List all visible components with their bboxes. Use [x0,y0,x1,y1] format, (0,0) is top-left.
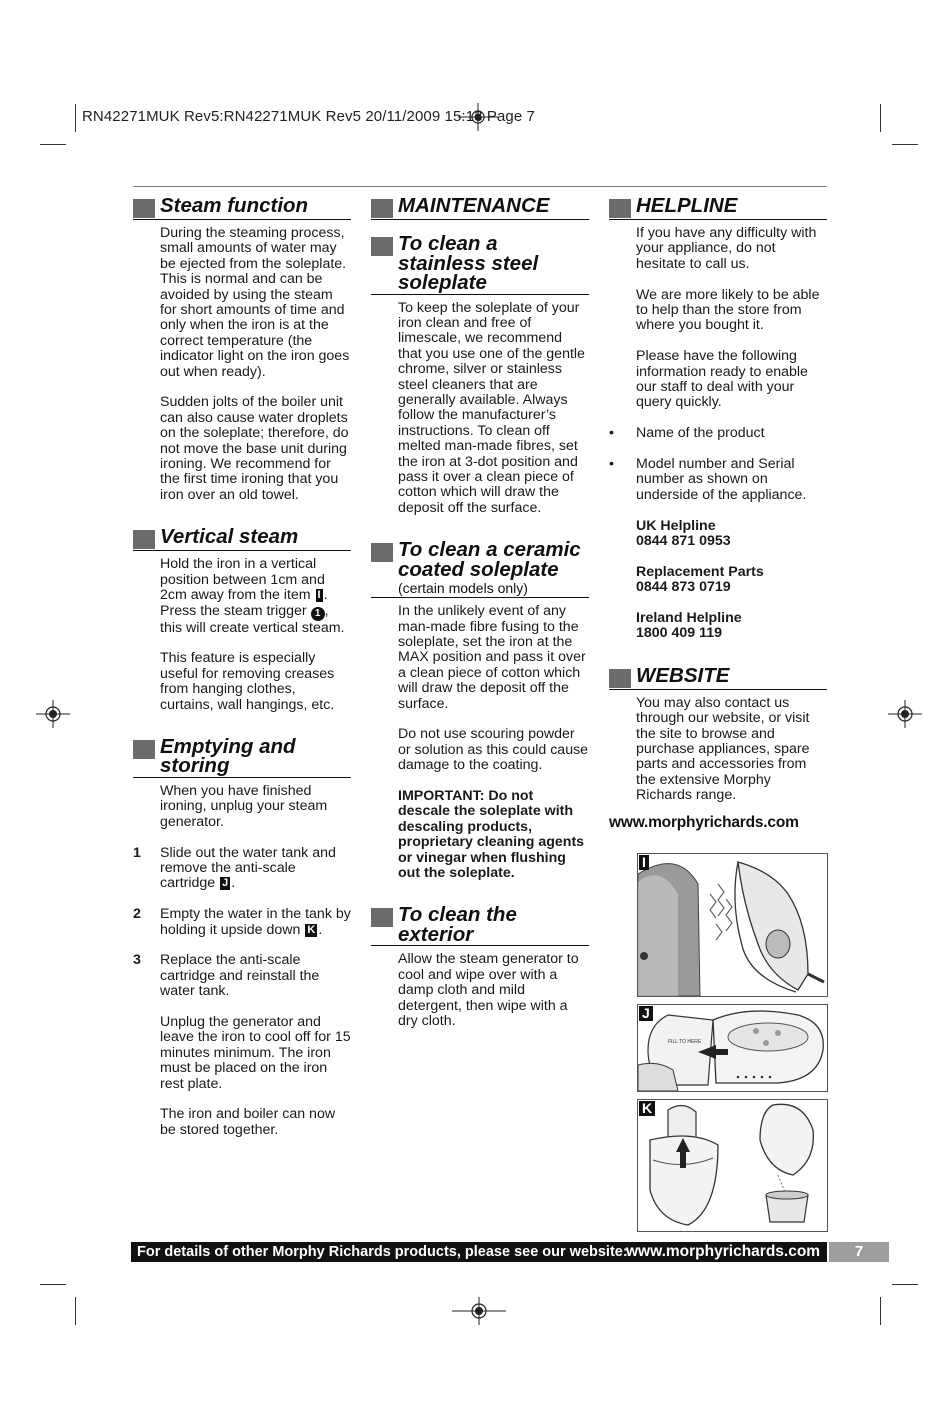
step-number: 1 [133,844,141,861]
figure-j [637,1004,828,1092]
section-heading [371,540,589,598]
heading-square-icon [371,543,393,562]
heading-text: MAINTENANCE [398,194,550,217]
section-exterior [371,905,589,1029]
heading-square-icon [609,199,631,218]
text: Hold the iron in a vertical position between 1cm and 2cm away from the item [160,556,325,604]
paragraph: To keep the soleplate of your iron clean and free of limescale, we recommend that you use one of the gentle chrome, silver or stainless steel cleaners that are generally available. Always follow the manufacturer’s instructions. To clean off melted man-made fibres, set the iron at 3-dot position and pass it over a clean piece of cotton which will draw the deposit off the surface. [398,299,585,516]
registration-mark-bottom-icon [452,1297,506,1325]
uk-helpline [636,519,827,550]
column-3 [609,196,827,832]
heading-text: Steam function [160,194,309,217]
paragraph: Allow the steam generator to cool and wipe over with a damp cloth and mild detergent, then wipe with a dry cloth. [398,951,579,1030]
heading-text: To clean the exterior [398,903,517,946]
paragraph: Do not use scouring powder or solution as this could cause damage to the coating. [398,726,589,774]
registration-mark-right-icon [888,700,922,728]
step-number: 2 [133,906,141,923]
paragraph: Sudden jolts of the boiler unit can also cause water droplets on the soleplate; therefore, do not move the base unit during ironing. We recommend for the first time ironing that you iron over an old towel. [160,394,349,503]
text: Slide out the water tank and remove the anti-scale cartridge [160,844,336,892]
text: . [318,921,323,938]
column-2 [371,196,589,1054]
paragraph: The iron and boiler can now be stored together. [160,1106,336,1138]
heading-text: Emptying and storing [160,734,296,778]
column-1 [133,196,351,1162]
heading-square-icon [371,908,393,927]
heading-square-icon [371,199,393,218]
heading-text [398,540,589,596]
iron-vertical-steam-illustration [638,854,827,996]
paragraph: We are more likely to be able to help than the store from where you bought it. [636,286,820,334]
section-maintenance [371,196,589,220]
heading-subtitle: (certain models only) [398,580,528,597]
paragraph: This feature is especially useful for removing creases from hanging clothes, curtains, wall hangings, etc. [160,650,335,713]
figure-ref-badge: I [317,589,321,602]
crop-mark [75,104,76,132]
section-heading [133,527,351,551]
section-heading [609,663,827,690]
text: Replace the anti-scale cartridge and reinstall the water tank. [160,952,320,1000]
paragraph: You may also contact us through our website, or visit the site to browse and purchase appliances, spare parts and accessories from the extensive Morphy Richards range. [636,694,810,804]
page-number: 7 [829,1242,889,1262]
text: . Press the steam trigger [160,587,328,619]
section-ceramic [371,540,589,881]
figure-ref-badge: K [307,923,316,936]
figure-i [637,853,828,997]
paragraph: In the unlikely event of any man-made fibre fusing to the soleplate, set the iron at the MAX position and pass it over a clean piece of cotton which will draw the deposit off the surface. [398,603,586,712]
top-rule [133,186,827,187]
step-item [133,844,351,892]
crop-mark [892,144,918,145]
section-heading [371,234,589,295]
crop-mark [75,1297,76,1325]
ireland-helpline-number: 1800 409 119 [636,625,723,642]
footer-banner [131,1242,827,1262]
section-heading [371,905,589,946]
paragraph: When you have finished ironing, unplug your steam generator. [160,782,328,830]
crop-mark [880,1297,881,1325]
heading-text: HELPLINE [636,194,738,217]
heading-square-icon [609,669,631,688]
uk-helpline-number: 0844 871 0953 [636,533,731,550]
figure-ref-badge: J [222,877,229,890]
bullet-item [609,456,827,503]
ireland-helpline-label: Ireland Helpline [636,610,742,627]
text: Name of the product [636,425,765,442]
heading-square-icon [133,530,155,549]
heading-text: WEBSITE [636,663,730,687]
footer-website-link[interactable]: www.morphyrichards.com [626,1243,821,1260]
trigger-ref-circle-icon: 1 [311,607,325,621]
section-heading [371,196,589,220]
section-heading [133,734,351,778]
section-vertical-steam [133,527,351,713]
crop-mark [880,104,881,132]
section-stainless-steel [371,234,589,516]
footer-text: For details of other Morphy Richards products, please see our website: [137,1244,628,1260]
heading-text: To clean a stainless steel soleplate [398,232,539,294]
paragraph: Please have the following information ready to enable our staff to deal with your query quickly. [636,348,808,411]
website-url-link[interactable]: www.morphyrichards.com [609,813,799,831]
paragraph [160,557,351,636]
figure-label-badge: K [639,1101,655,1116]
heading-square-icon [371,237,393,256]
important-notice: IMPORTANT: Do not descale the soleplate with descaling products, proprietary cleaning agents or vinegar when flushing out the soleplate. [398,788,585,882]
heading-title: To clean a ceramic coated soleplate [398,538,581,581]
text: Empty the water in the tank by holding it upside down [160,906,351,938]
paragraph: If you have any difficulty with your appliance, do not hesitate to call us. [636,225,817,272]
text: Model number and Serial number as shown on underside of the appliance. [636,456,807,503]
section-website [609,663,827,804]
text: . [231,875,236,892]
section-emptying-storing [133,734,351,1138]
text: , this will create vertical steam. [160,602,345,636]
registration-mark-left-icon [36,700,70,728]
section-heading [609,196,827,220]
remove-cartridge-illustration [638,1005,827,1091]
paragraph: During the steaming process, small amounts of water may be ejected from the soleplate. This is normal and can be avoided by using the steam for short amounts of time and only when the iron is at the correct temperature (the indicator light on the iron goes out when ready). [160,225,350,380]
bullet-icon: • [609,456,614,473]
figure-k [637,1099,828,1232]
heading-square-icon [133,199,155,218]
heading-square-icon [133,740,155,759]
crop-mark [892,1284,918,1285]
bullet-item [609,425,827,442]
uk-helpline-label: UK Helpline [636,517,716,534]
crop-mark [40,1284,66,1285]
step-item [133,906,351,938]
paragraph: Unplug the generator and leave the iron to cool off for 15 minutes minimum. The iron must be placed on the iron rest plate. [160,1013,351,1092]
bullet-icon: • [609,425,614,442]
print-slug: RN42271MUK Rev5:RN42271MUK Rev5 20/11/2009 15:13 Page 7 [82,108,535,125]
replacement-parts [636,565,827,596]
figure-label-badge: J [639,1006,653,1021]
step-item [133,952,351,1000]
section-helpline [609,196,827,642]
figure-label-badge: I [639,855,649,870]
heading-text: Vertical steam [160,525,299,549]
replacement-parts-number: 0844 873 0719 [636,579,731,596]
section-heading [133,196,351,220]
replacement-parts-label: Replacement Parts [636,563,764,580]
empty-tank-illustration [638,1100,827,1231]
tank-fill-label: FILL TO HERE [668,1039,702,1045]
section-steam-function [133,196,351,503]
ireland-helpline [636,611,827,642]
crop-mark [40,144,66,145]
step-number: 3 [133,952,141,969]
